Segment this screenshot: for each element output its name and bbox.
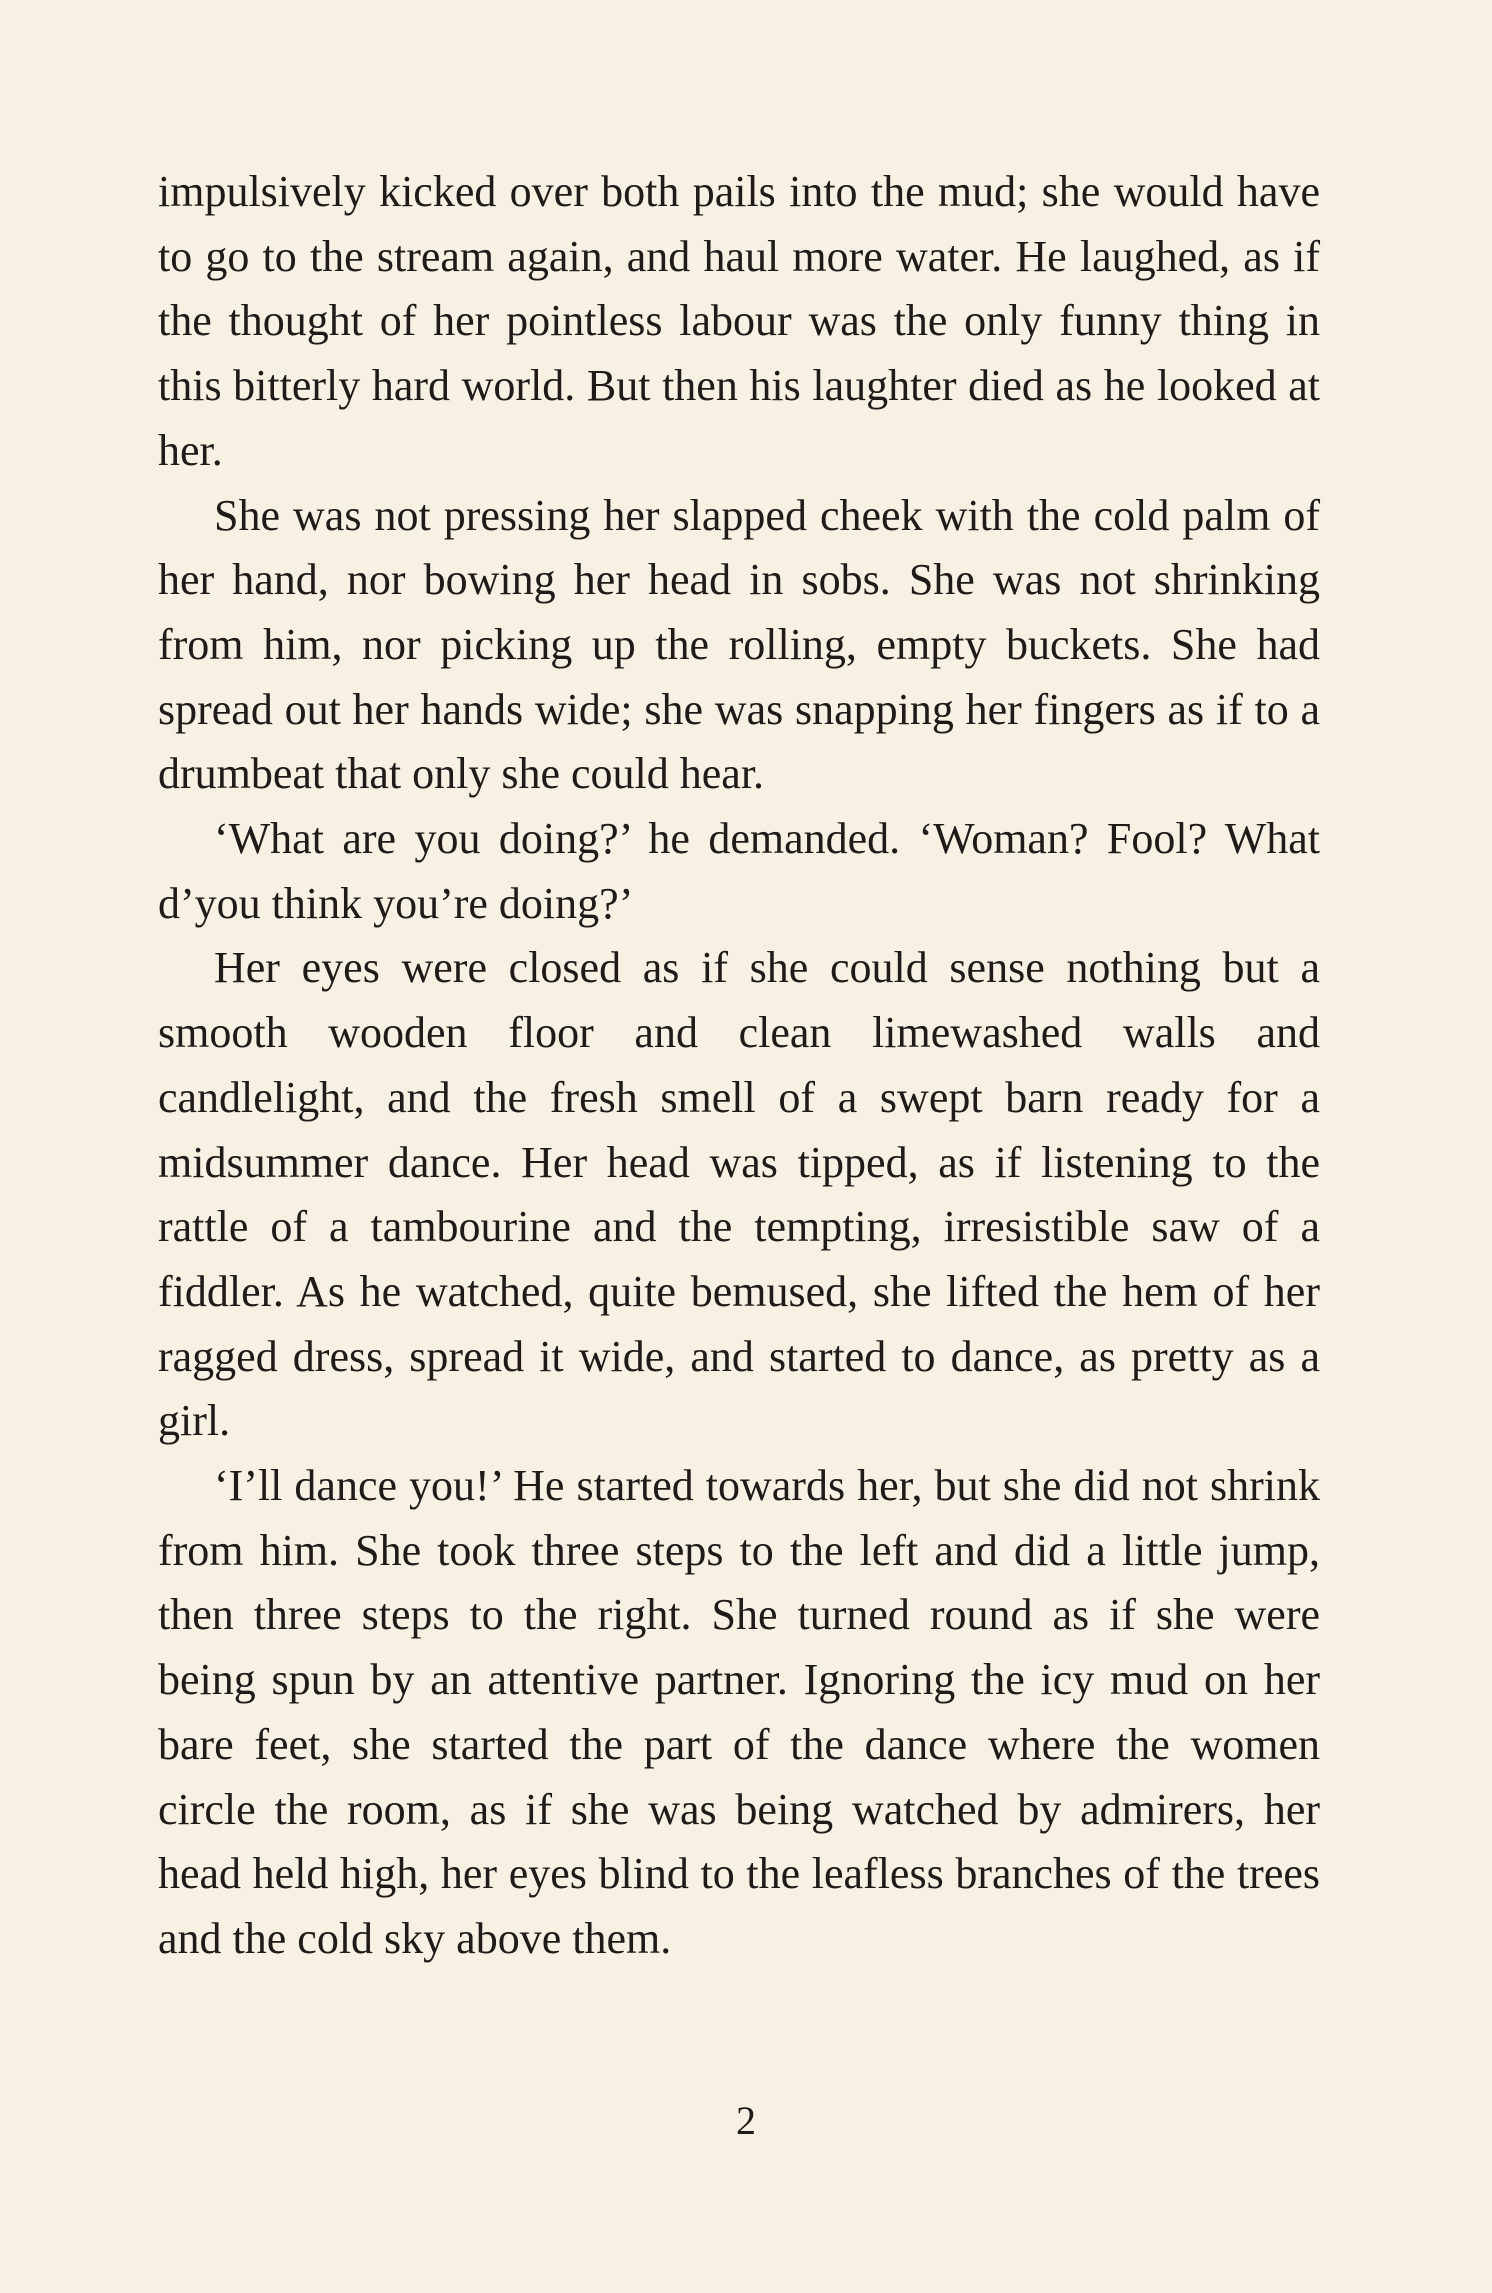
paragraph-1: impulsively kicked over both pails into the mud; she would have to go to the stream again, and haul more water. He laughed, as if the thought of her pointless labour was the only funny thing in this bitterly hard world. But then his laughter died as he looked at her. — [158, 167, 1320, 475]
paragraph-3: ‘What are you doing?’ he demanded. ‘Woman? Fool? What d’you think you’re doing?’ — [158, 814, 1320, 928]
paragraph-5: ‘I’ll dance you!’ He started towards her, but she did not shrink from him. She took three steps to the left and did a little jump, then three steps to the right. She turned round as if she were being spun by an attentive partner. Ignoring the icy mud on her bare feet, she started the part of the dance where the women circle the room, as if she was being watched by admirers, her head held high, her eyes blind to the leafless branches of the trees and the cold sky above them. — [158, 1461, 1320, 1963]
paragraph-4: Her eyes were closed as if she could sense nothing but a smooth wooden floor and clean limewashed walls and candlelight, and the fresh smell of a swept barn ready for a midsummer dance. Her head was tipped, as if listening to the rattle of a tambourine and the tempting, irresistible saw of a fiddler. As he watched, quite bemused, she lifted the hem of her ragged dress, spread it wide, and started to dance, as pretty as a girl. — [158, 943, 1320, 1446]
paragraph-2: She was not pressing her slapped cheek with the cold palm of her hand, nor bowing her head in sobs. She was not shrinking from him, nor picking up the rolling, empty buckets. She had spread out her hands wide; she was snapping her fingers as if to a drumbeat that only she could hear. — [158, 490, 1320, 799]
body-text — [158, 160, 1320, 1972]
page-number: 2 — [736, 2098, 756, 2143]
